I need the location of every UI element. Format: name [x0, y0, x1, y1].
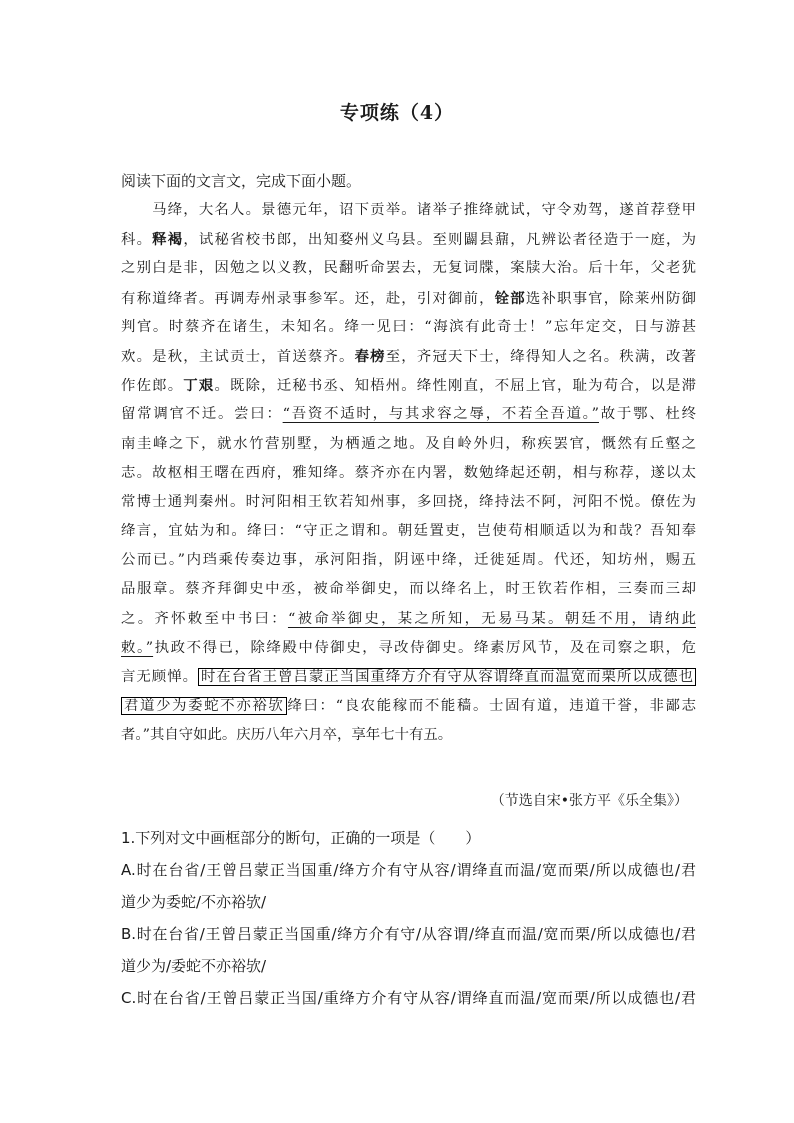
question-1: [121, 822, 696, 1014]
keyword: 春榜: [354, 347, 386, 365]
passage-line: 之。齐怀敕至中书曰：“被命举御史，某之所知，无易马某。朝廷不用，请纳此: [121, 610, 696, 627]
boxed-text: 君道少为委蛇不亦裕欤: [121, 697, 287, 715]
passage-line: 公而已。”内珰乘传奏边事，承河阳指，阴诬中绛，迁徙延周。代还，知坊州，赐五: [121, 552, 696, 569]
passage-line: 留常调官不迁。尝曰：“吾资不适时，与其求容之辱，不若全吾道。”故于鄂、杜终: [121, 406, 696, 423]
passage-line: 品服章。蔡齐拜御史中丞，被命举御史，而以绛名上，时王钦若作相，三奏而三却: [121, 581, 696, 598]
passage-line: 欢。是秋，主试贡士，首送蔡齐。春榜至，齐冠天下士，绛得知人之名。秩满，改著: [121, 347, 696, 365]
underlined-sentence: “吾资不适时，与其求容之辱，不若全吾道。”: [282, 406, 599, 423]
question-stem: 1.下列对文中画框部分的断句，正确的一项是（ ）: [121, 829, 481, 847]
option-a-cont: 道少为委蛇/不亦裕欤/: [121, 893, 267, 911]
passage-line: 作佐郎。丁艰。既除，迁秘书丞、知梧州。绛性刚直，不屈上官，耻为苟合，以是滞: [121, 377, 696, 395]
passage: [121, 196, 696, 751]
keyword: 丁艰: [183, 377, 215, 395]
page-title: 专项练（4）: [339, 102, 455, 124]
passage-line: 绛言，宜姑为和。绛曰：“守正之谓和。朝廷置吏，岂使苟相顺适以为和哉？吾知奉: [121, 523, 696, 540]
option-b-cont: 道少为/委蛇不亦裕欤/: [121, 957, 267, 975]
underlined-sentence: “被命举御史，某之所知，无易马某。朝廷不用，请纳此: [287, 610, 696, 627]
option-c: C.时在台省/王曾吕蒙正当国/重绛方介有守从容/谓绛直而温/宽而栗/所以成德也/君: [121, 989, 696, 1007]
passage-line: 君道少为委蛇不亦裕欤 绛曰：“良农能稼而不能穑。士固有道，违道干誉，非鄙志: [121, 692, 696, 721]
passage-line: 判官。时蔡齐在诸生，未知名。绛一见曰：“海滨有此奇士！”忘年定交，日与游甚: [121, 318, 696, 335]
option-b: B.时在台省/王曾吕蒙正当国重/绛方介有守/从容谓/绛直而温/宽而栗/所以成德也/君: [121, 925, 696, 943]
source-citation: （节选自宋•张方平《乐全集》）: [490, 793, 688, 809]
passage-line: 者。”其自守如此。庆历八年六月卒，享年七十有五。: [121, 727, 453, 744]
underlined-sentence: 敕。”: [121, 639, 154, 656]
instruction: 阅读下面的文言文，完成下面小题。: [121, 172, 362, 190]
passage-line: 敕。”执政不得已，除绛殿中侍御史，寻改侍御史。绛素厉风节，及在司察之职，危: [121, 639, 696, 656]
passage-line: 志。故枢相王曙在西府，雅知绛。蔡齐亦在内署，数勉绛起还朝，相与称荐，遂以太: [121, 464, 696, 481]
boxed-text: 时在台省王曾吕蒙正当国重绛方介有守从容谓绛直而温宽而栗所以成德也: [198, 668, 696, 686]
option-a: A.时在台省/王曾吕蒙正当国重/绛方介有守从容/谓绛直而温/宽而栗/所以成德也/君: [121, 861, 696, 879]
keyword: 铨部: [494, 289, 526, 307]
passage-line: 常博士通判秦州。时河阳相王钦若知州事，多回挠，绛持法不阿，河阳不悦。僚佐为: [121, 493, 696, 510]
passage-line: 之别白是非，因勉之以义教，民翻听命罢去，无复词牒，案牍大治。后十年，父老犹: [121, 260, 696, 277]
passage-line: 有称道绛者。再调寿州录事参军。还，赴，引对御前，铨部选补职事官，除莱州防御: [121, 289, 696, 307]
passage-line: 马绛，大名人。景德元年，诏下贡举。诸举子推绛就试，守令劝驾，遂首荐登甲: [121, 202, 696, 218]
passage-line: 南圭峰之下，就水竹营别墅，为栖遁之地。及自岭外归，称疾罢官，慨然有丘壑之: [121, 435, 696, 452]
keyword: 释褐: [152, 231, 184, 249]
passage-line: 言无顾惮。 时在台省王曾吕蒙正当国重绛方介有守从容谓绛直而温宽而栗所以成德也: [121, 663, 696, 692]
passage-line: 科。释褐，试秘省校书郎，出知婺州义乌县。至则闢县鼐，凡辨讼者径造于一庭，为: [121, 231, 696, 249]
